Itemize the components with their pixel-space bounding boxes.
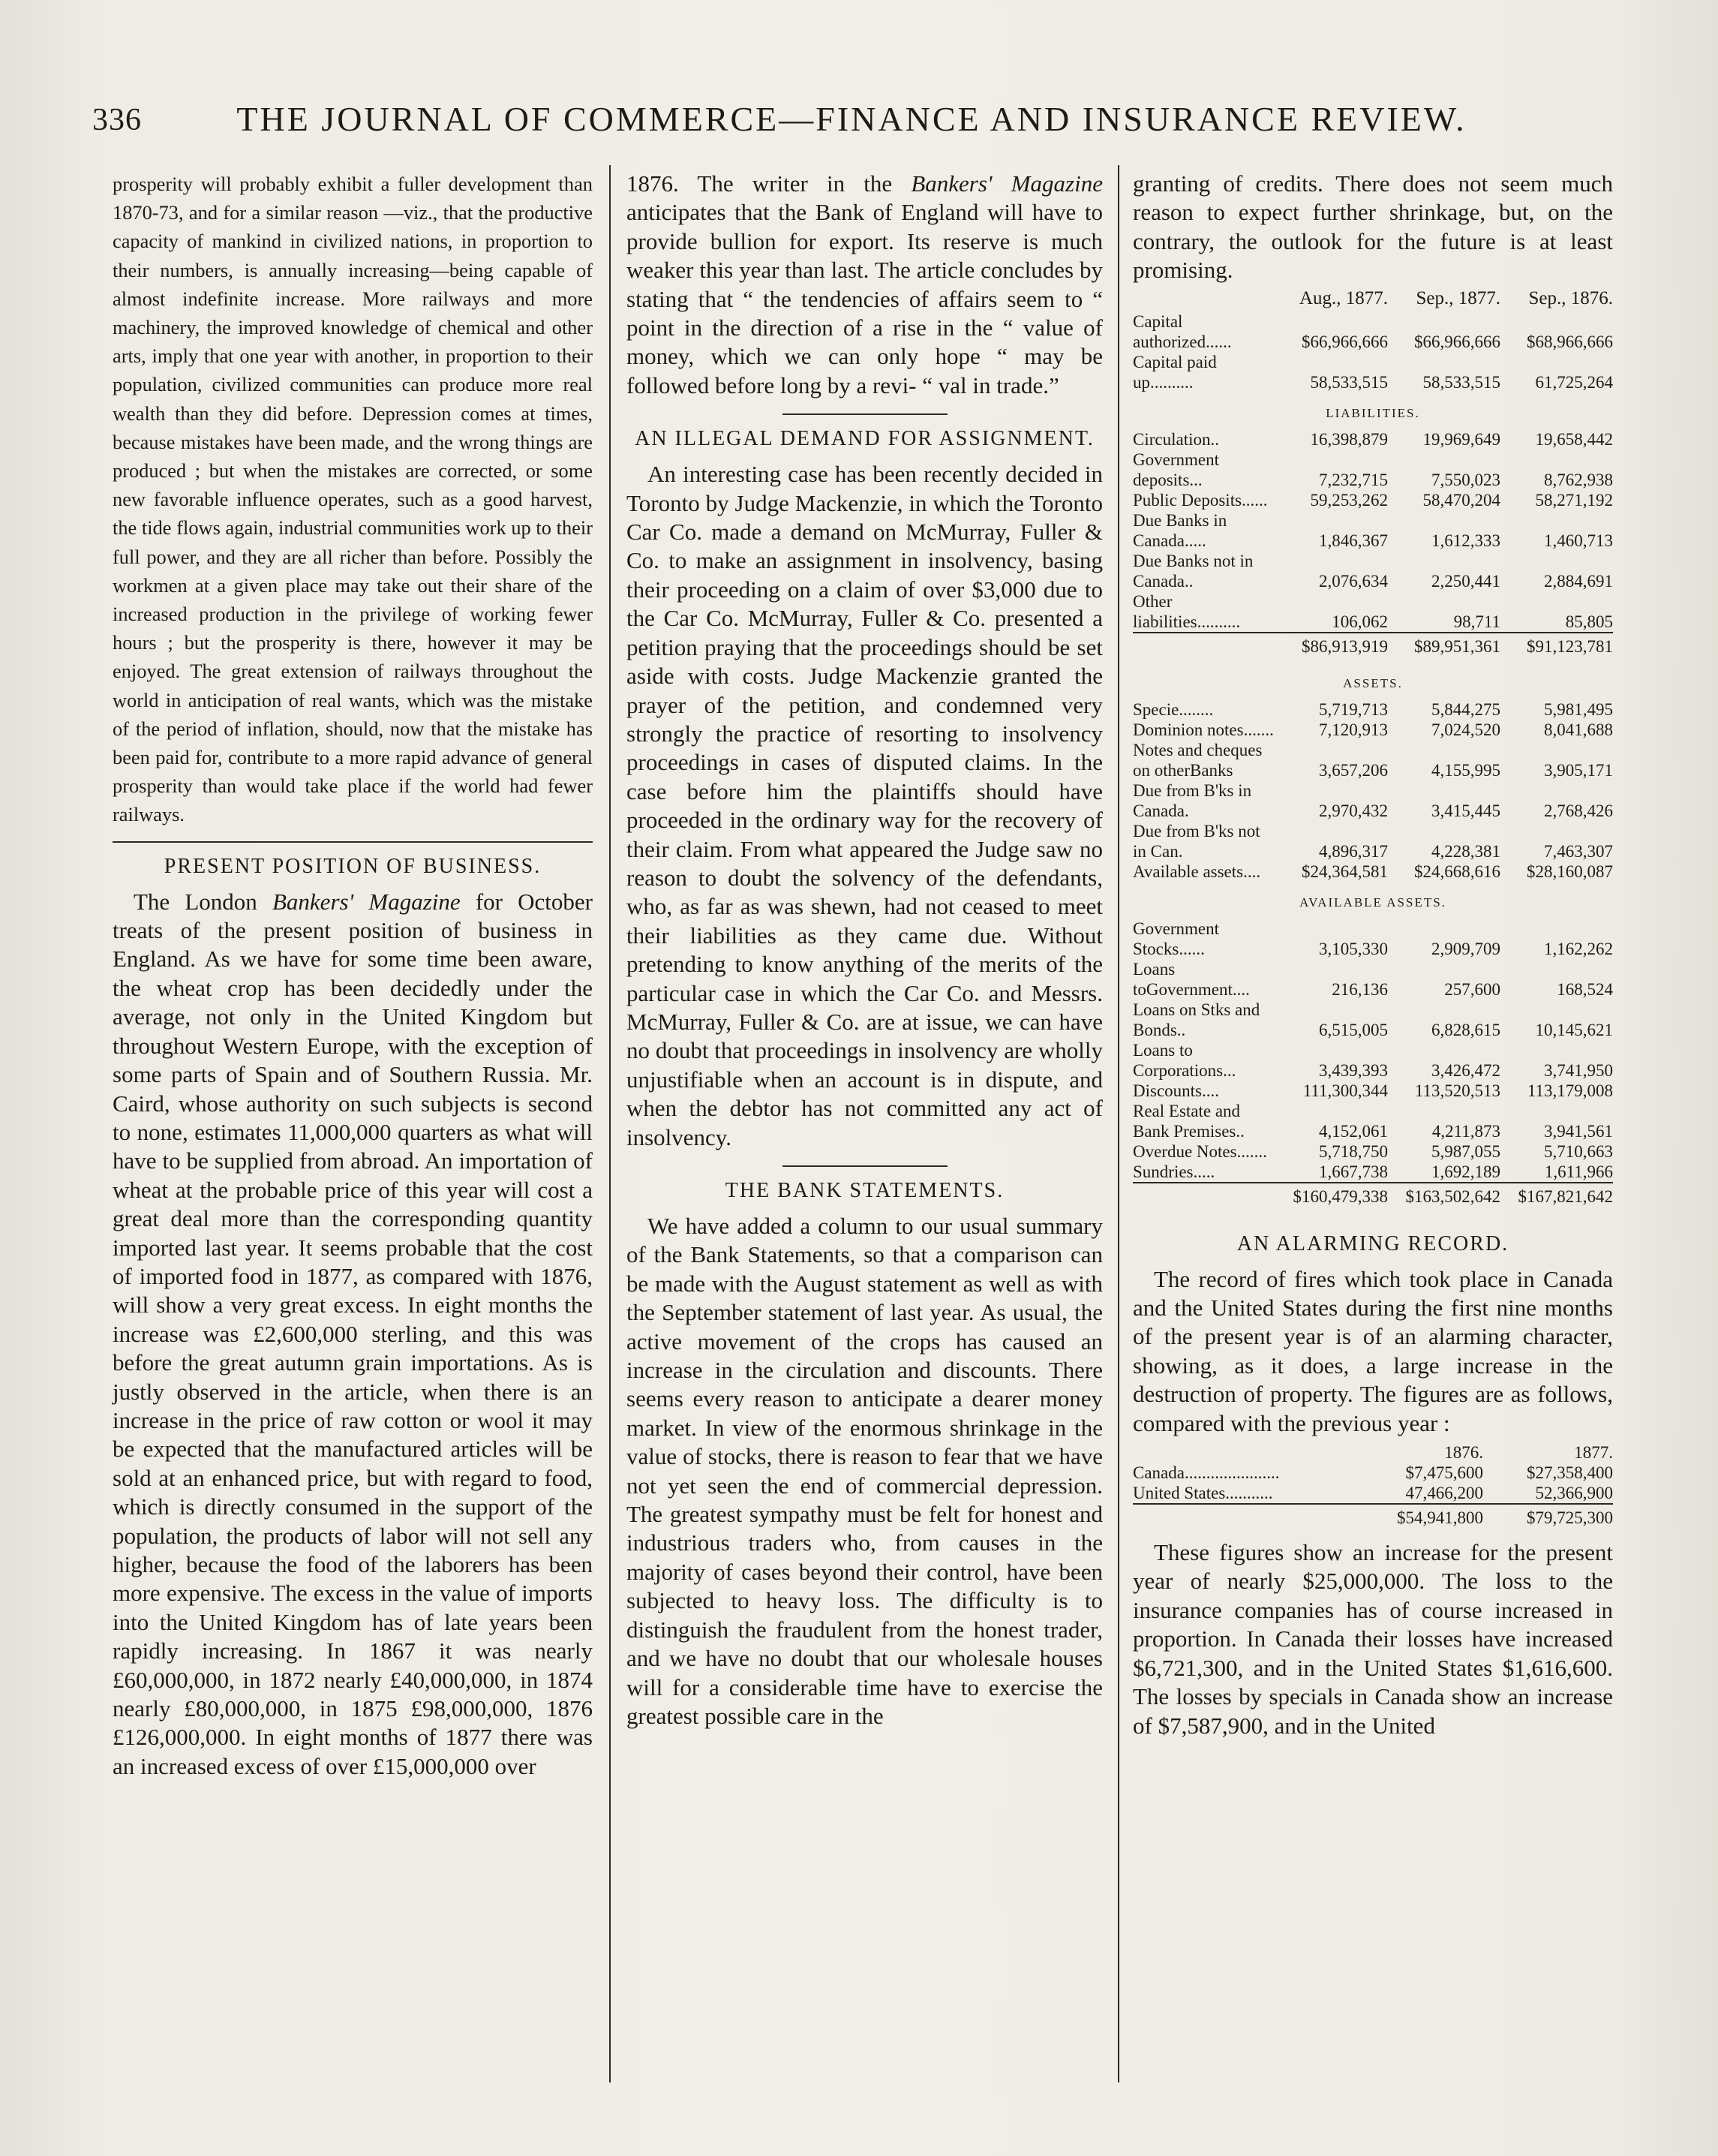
paragraph: The record of fires which took place in Canada and the United States during the first nine months of the present year is of an alarming character, showing, as it does, a large increase in the destruction of property. The figures are as follows, compared with the previous year :	[1133, 1265, 1613, 1436]
column-rule	[609, 165, 611, 2082]
table-row	[1133, 959, 1613, 1000]
total-cell: $79,725,300	[1483, 1504, 1613, 1528]
table-cell: 113,179,008	[1527, 1081, 1613, 1100]
table-cell: $66,966,666	[1414, 332, 1500, 351]
table-cell: 59,253,262	[1310, 490, 1388, 510]
table-cell: $7,475,600	[1405, 1463, 1483, 1483]
row-label: Due Banks in Canada.....	[1133, 510, 1227, 550]
total-cell: $163,502,642	[1388, 1183, 1500, 1213]
total-row	[1133, 1504, 1613, 1528]
section-rule	[113, 841, 593, 843]
article-heading: AN ILLEGAL DEMAND FOR ASSIGNMENT.	[635, 427, 1095, 451]
table-cell: 3,741,950	[1544, 1060, 1613, 1080]
column-header: Sep., 1877.	[1416, 287, 1500, 308]
row-label: Overdue Notes.......	[1133, 1141, 1267, 1161]
table-row	[1133, 450, 1613, 490]
table-cell: 7,024,520	[1431, 720, 1500, 739]
total-cell: $167,821,642	[1500, 1183, 1613, 1213]
table-cell: 1,692,189	[1431, 1162, 1500, 1181]
row-label: Sundries.....	[1133, 1162, 1215, 1181]
text-run: for October treats of the present position of business in England. As we have for some time been aware, the wheat crop has been decidedly under the average, not only in the United Kingdom but throughout Western Europe, with the exception of some parts of Spain and of Southern Russia. Mr. Caird, whose authority on such subjects is second to none, estimates 11,000,000 quarters as what will have to be supplied from abroad. An importation of wheat at the probable price of this year will cost a great deal more than the corresponding quantity imported last year. It seems probable that the cost of imported food in 1877, as compared with 1876, will show a very great excess. In eight months the increase was £2,600,000 sterling, and this was before the great autumn grain importations. As is justly observed in the article, when there is an increase in the price of raw cotton or wool it may be expected that the manufactured articles will be sold at an enhanced price, but with regard to food, which is directly consumed in the support of the population, the products of labor will not sell any higher, because the food of the laborers has been more expensive. The excess in the value of imports into the United Kingdom has of late years been rapidly increasing. In 1867 it was nearly £60,000,000, in 1872 nearly £40,000,000, in 1874 nearly £80,000,000, in 1875 £98,000,000, 1876 £126,000,000. In eight months of 1877 there was an increased excess of over £15,000,000 over	[113, 888, 593, 1779]
table-cell: $66,966,666	[1302, 332, 1388, 351]
table-cell: 5,987,055	[1431, 1141, 1500, 1161]
table-cell: 168,524	[1557, 979, 1613, 999]
row-label: Dominion notes.......	[1133, 720, 1274, 739]
table-cell: 7,120,913	[1319, 720, 1388, 739]
table-row	[1133, 821, 1613, 861]
table-cell: 1,611,966	[1544, 1162, 1613, 1181]
row-label: Other liabilities..........	[1133, 591, 1241, 631]
section-title: LIABILITIES.	[1326, 405, 1420, 420]
page-header	[86, 96, 1632, 141]
paragraph	[626, 170, 1103, 400]
table-cell: 58,533,515	[1310, 372, 1388, 392]
section-rule	[782, 413, 948, 415]
table-header-row	[1133, 288, 1613, 311]
table-cell	[1133, 633, 1275, 663]
table-row	[1133, 1141, 1613, 1162]
table-cell: 4,896,317	[1319, 841, 1388, 861]
row-label: Due from B'ks not in Can.	[1133, 821, 1260, 861]
table-row	[1133, 740, 1613, 780]
section-title: ASSETS.	[1343, 675, 1403, 690]
table-cell: 4,152,061	[1319, 1121, 1388, 1141]
table-row	[1133, 311, 1613, 352]
row-label: Loans on Stks and Bonds..	[1133, 1000, 1260, 1039]
section-title-row	[1133, 663, 1613, 699]
table-cell: 8,041,688	[1544, 720, 1613, 739]
table-cell: 7,232,715	[1319, 470, 1388, 489]
table-cell: 2,250,441	[1431, 571, 1500, 591]
row-label: Government deposits...	[1133, 450, 1219, 489]
text-run: The London	[134, 888, 272, 915]
table-cell: 3,105,330	[1319, 939, 1388, 958]
total-cell: $86,913,919	[1275, 633, 1388, 663]
table-cell: 2,909,709	[1431, 939, 1500, 958]
table-row	[1133, 919, 1613, 959]
column-header: 1876.	[1444, 1443, 1483, 1463]
row-label: Public Deposits......	[1133, 490, 1268, 510]
table-cell: 3,439,393	[1319, 1060, 1388, 1080]
table-cell	[1133, 288, 1275, 311]
column-header: 1877.	[1574, 1443, 1613, 1463]
table-cell	[1133, 1183, 1275, 1213]
table-cell: 4,228,381	[1431, 841, 1500, 861]
table-row	[1133, 1101, 1613, 1141]
section-title-row	[1133, 392, 1613, 429]
paragraph: prosperity will probably exhibit a fuller development than 1870-73, and for a similar reason —viz., that the productive capacity of mankind in civilized nations, in proportion to their numbers, is annually increasing—being capable of almost indefinite increase. More railways and more machinery, the improved knowledge of chemical and other arts, imply that one year with another, in proportion to their population, civilized communities can produce more real wealth than they did before. Depression comes at times, because mistakes have been made, and the wrong things are produced ; but when the mistakes are corrected, or some new favorable influence operates, such as a good harvest, the tide flows again, industrial communities work up to their full power, and they are all richer than before. Possibly the workmen at a given place may take out their share of the increased production in the privilege of working fewer hours ; but the prosperity is there, however it may be enjoyed. The great extension of railways throughout the world in anticipation of real wants, which was the mistake of the period of inflation, should, now that the mistake has been paid for, contribute to a more rapid advance of general prosperity than would take place if the world had fewer railways.	[113, 173, 593, 826]
article-heading: THE BANK STATEMENTS.	[725, 1179, 1005, 1202]
section-title: AVAILABLE ASSETS.	[1299, 895, 1446, 910]
row-label: Loans toGovernment....	[1133, 959, 1250, 999]
article-heading: PRESENT POSITION OF BUSINESS.	[164, 854, 542, 878]
table-cell: 98,711	[1453, 612, 1500, 631]
table-row	[1133, 1483, 1613, 1504]
paragraph: These figures show an increase for the present year of nearly $25,000,000. The loss to the insurance companies has of course increased in proportion. In Canada their losses have increased $6,721,300, and in the United States $1,616,600. The losses by specials in Canada show an increase of $7,587,900, and in the United	[1133, 1539, 1613, 1739]
table-row	[1133, 1040, 1613, 1081]
table-cell: 61,725,264	[1535, 372, 1613, 392]
table-cell	[1133, 1504, 1353, 1528]
table-cell: 257,600	[1444, 979, 1500, 999]
text-run: anticipates that the Bank of England will have to provide bullion for export. Its reserve is much weaker this year than last. The article concludes by stating that “ the tendencies of affairs seem to “ point in the direction of a rise in the “ value of money, which we can only hope “ may be followed before long by a revi- “ val in trade.”	[626, 199, 1103, 398]
column-rule	[1118, 165, 1119, 2082]
table-cell: 6,828,615	[1431, 1020, 1500, 1039]
table-cell: 2,884,691	[1544, 571, 1613, 591]
row-label: Specie........	[1133, 699, 1214, 719]
total-row	[1133, 1183, 1613, 1213]
text-run: 1876. The writer in the	[626, 170, 912, 197]
row-label: Loans to Corporations...	[1133, 1040, 1236, 1080]
table-row	[1133, 1000, 1613, 1040]
table-cell: 7,463,307	[1544, 841, 1613, 861]
table-row	[1133, 551, 1613, 591]
table-cell: 16,398,879	[1310, 429, 1388, 449]
table-cell: 19,969,649	[1422, 429, 1500, 449]
table-cell: $68,966,666	[1527, 332, 1613, 351]
table-cell: 1,667,738	[1319, 1162, 1388, 1181]
table-cell: $28,160,087	[1527, 861, 1613, 881]
table-cell: 216,136	[1332, 979, 1388, 999]
table-cell: 19,658,442	[1535, 429, 1613, 449]
table-cell: 3,657,206	[1319, 760, 1388, 780]
row-label: Due Banks not in Canada..	[1133, 551, 1254, 591]
section-title-row	[1133, 882, 1613, 919]
total-cell: $160,479,338	[1275, 1183, 1388, 1213]
column-2	[626, 170, 1103, 1731]
table-cell: 85,805	[1565, 612, 1613, 631]
table-cell: 3,905,171	[1544, 760, 1613, 780]
table-cell: 4,211,873	[1431, 1121, 1500, 1141]
table-cell: 5,719,713	[1319, 699, 1388, 719]
table-cell: $24,364,581	[1302, 861, 1388, 881]
row-label: Capital authorized......	[1133, 311, 1232, 351]
total-cell: $89,951,361	[1388, 633, 1500, 663]
table-cell: 5,844,275	[1431, 699, 1500, 719]
table-row	[1133, 429, 1613, 450]
row-label: Notes and cheques on otherBanks	[1133, 740, 1263, 780]
paragraph	[113, 888, 593, 1782]
table-cell: 1,162,262	[1544, 939, 1613, 958]
table-cell: 4,155,995	[1431, 760, 1500, 780]
table-cell: 8,762,938	[1544, 470, 1613, 489]
table-row	[1133, 1463, 1613, 1483]
table-cell: 1,460,713	[1544, 531, 1613, 550]
table-cell: 52,366,900	[1535, 1484, 1613, 1503]
table-row	[1133, 1081, 1613, 1101]
table-cell: 5,981,495	[1544, 699, 1613, 719]
table-row	[1133, 861, 1613, 882]
table-cell: 111,300,344	[1302, 1081, 1388, 1100]
table-cell: 3,426,472	[1431, 1060, 1500, 1080]
table-cell: 2,970,432	[1319, 801, 1388, 820]
table-cell: 106,062	[1332, 612, 1388, 631]
row-label: Available assets....	[1133, 861, 1261, 881]
table-cell: 10,145,621	[1535, 1020, 1613, 1039]
fire-losses-table	[1133, 1442, 1613, 1528]
table-cell: 5,710,663	[1544, 1141, 1613, 1161]
paragraph: granting of credits. There does not seem much reason to expect further shrinkage, but, on the contrary, the outlook for the future is at least promising.	[1133, 170, 1613, 284]
row-label: Real Estate and Bank Premises..	[1133, 1101, 1245, 1141]
row-label: Canada......................	[1133, 1463, 1280, 1483]
column-header: Sep., 1876.	[1528, 287, 1613, 308]
total-cell: $91,123,781	[1500, 633, 1613, 663]
table-cell: 58,271,192	[1535, 490, 1613, 510]
italic-title: Bankers' Magazine	[272, 888, 461, 915]
table-cell: 3,415,445	[1431, 801, 1500, 820]
bank-statement-table	[1133, 288, 1613, 1213]
paragraph: An interesting case has been recently decided in Toronto by Judge Mackenzie, in which the Toronto Car Co. made a demand on McMurray, Fuller & Co. to make an assignment in insolvency, basing their proceeding on a claim of over $3,000 due to the Car Co. McMurray, Fuller & Co. presented a petition praying that the proceedings should be set aside with costs. Judge Mackenzie granted the prayer of the petition, and condemned very strongly the practice of resorting to insolvency proceedings in cases of disputed claims. In the case before him the plaintiffs should have proceeded in the ordinary way for the recovery of their claim. From what appeared the Judge saw no reason to doubt the solvency of the defendants, who, as far as was shewn, had not ceased to meet their liabilities as they came due. Without pretending to know anything of the merits of the particular case in which the Car Co. and Messrs. McMurray, Fuller & Co. are at issue, we can have no doubt that proceedings in insolvency are wholly unjustifiable when an account is in dispute, and when the debtor has not committed any act of insolvency.	[626, 461, 1103, 1150]
total-cell: $54,941,800	[1353, 1504, 1483, 1528]
total-row	[1133, 633, 1613, 663]
page-number: 336	[92, 103, 142, 137]
table-row	[1133, 490, 1613, 510]
row-label: Government Stocks......	[1133, 919, 1219, 958]
row-label: Circulation..	[1133, 429, 1219, 449]
paragraph: We have added a column to our usual summary of the Bank Statements, so that a comparison can be made with the August statement as well as with the September statement of last year. As usual, the active movement of the crops has caused an increase in the circulation and discounts. There seems every reason to anticipate a dearer money market. In view of the enormous shrinkage in the value of stocks, there is reason to fear that we have not yet seen the end of commercial depression. The greatest sympathy must be felt for honest and industrious traders who, from causes in the majority of cases beyond their control, have been subjected to heavy loss. The difficulty is to distinguish the fraudulent from the honest trader, and we have no doubt that our wholesale houses will for a considerable time have to exercise the greatest possible care in the	[626, 1213, 1103, 1729]
table-cell: 3,941,561	[1544, 1121, 1613, 1141]
table-cell: 5,718,750	[1319, 1141, 1388, 1161]
table-cell: 2,768,426	[1544, 801, 1613, 820]
table-cell: 1,846,367	[1319, 531, 1388, 550]
running-title: THE JOURNAL OF COMMERCE—FINANCE AND INSURANCE REVIEW.	[236, 100, 1467, 138]
table-row	[1133, 591, 1613, 633]
column-header: Aug., 1877.	[1299, 287, 1388, 308]
table-cell: 7,550,023	[1431, 470, 1500, 489]
table-cell: 58,470,204	[1422, 490, 1500, 510]
section-rule	[782, 1165, 948, 1167]
column-1	[113, 170, 593, 1781]
table-cell: 6,515,005	[1319, 1020, 1388, 1039]
row-label: Due from B'ks in Canada.	[1133, 780, 1252, 820]
table-row	[1133, 699, 1613, 720]
row-label: United States...........	[1133, 1484, 1273, 1503]
table-cell: $27,358,400	[1527, 1463, 1613, 1483]
table-cell	[1133, 1442, 1353, 1463]
column-3	[1133, 170, 1613, 1740]
article-heading: AN ALARMING RECORD.	[1236, 1231, 1509, 1255]
table-cell: 1,612,333	[1431, 531, 1500, 550]
table-row	[1133, 352, 1613, 392]
table-cell: $24,668,616	[1414, 861, 1500, 881]
table-cell: 113,520,513	[1414, 1081, 1500, 1100]
row-label: Capital paid up..........	[1133, 352, 1217, 392]
table-cell: 47,466,200	[1405, 1484, 1483, 1503]
table-header-row	[1133, 1442, 1613, 1463]
table-row	[1133, 720, 1613, 740]
italic-title: Bankers' Magazine	[911, 170, 1103, 197]
row-label: Discounts....	[1133, 1081, 1219, 1100]
table-row	[1133, 510, 1613, 551]
table-cell: 58,533,515	[1422, 372, 1500, 392]
table-row	[1133, 780, 1613, 821]
table-row	[1133, 1162, 1613, 1183]
table-cell: 2,076,634	[1319, 571, 1388, 591]
